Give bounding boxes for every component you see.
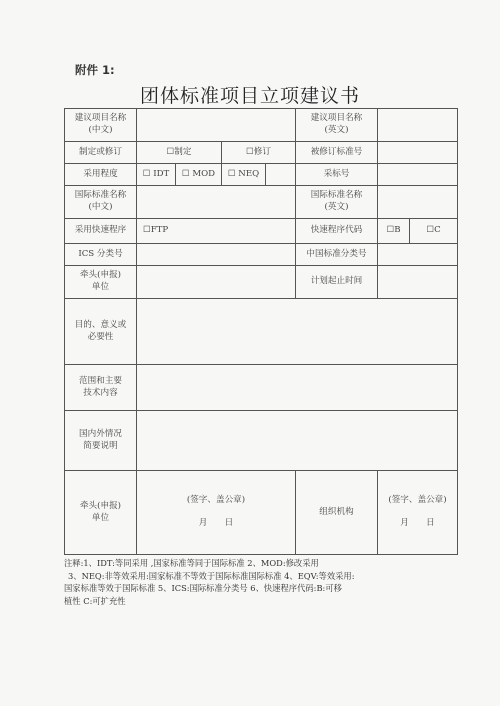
row-purpose xyxy=(65,299,458,365)
row-make-or-revise xyxy=(65,142,458,164)
label-situation: 国内外情况 简要说明 xyxy=(65,411,137,471)
checkbox-revise[interactable]: ☐修订 xyxy=(222,142,296,164)
note-line: 3、NEQ:非等效采用:国家标准不等效于国际标准国际标准 4、EQV:等效采用: xyxy=(68,570,355,581)
checkbox-idt[interactable]: ☐ IDT xyxy=(137,164,176,186)
row-lead-unit xyxy=(65,266,458,299)
checkbox-b[interactable]: ☐B xyxy=(378,219,410,244)
label-fast-track-code: 快速程序代码 xyxy=(296,219,378,244)
label-adopt-degree: 采用程度 xyxy=(65,164,137,186)
label-cn-class-no: 中国标准分类号 xyxy=(296,244,378,266)
label-revised-std-no: 被修订标准号 xyxy=(296,142,378,164)
field-ics-no[interactable] xyxy=(137,244,296,266)
label-ics-no: ICS 分类号 xyxy=(65,244,137,266)
label-proj-name-cn: 建议项目名称 (中文) xyxy=(65,109,137,142)
label-lead-unit: 牵头(申报) 单位 xyxy=(65,266,137,299)
note-line: 植性 C:可扩充性 xyxy=(64,595,126,606)
field-lead-unit[interactable] xyxy=(137,266,296,299)
row-situation xyxy=(65,411,458,471)
signature-org[interactable]: (签字、盖公章) 月 日 xyxy=(378,471,458,555)
label-fast-track: 采用快速程序 xyxy=(65,219,137,244)
row-classification xyxy=(65,244,458,266)
note-line: 国家标准等效于国际标准 5、ICS:国际标准分类号 6、快速程序代码:B:可移 xyxy=(64,583,342,593)
label-make-or-revise: 制定或修订 xyxy=(65,142,137,164)
checkbox-c[interactable]: ☐C xyxy=(410,219,458,244)
row-signatures xyxy=(65,471,458,555)
field-revised-std-no[interactable] xyxy=(378,142,458,164)
field-situation[interactable] xyxy=(137,411,458,471)
attachment-label: 附件 1: xyxy=(75,63,115,77)
row-adopt-degree xyxy=(65,164,458,186)
label-intl-name-cn: 国际标准名称 (中文) xyxy=(65,186,137,219)
label-purpose: 目的、意义或 必要性 xyxy=(65,299,137,365)
field-proj-name-cn[interactable] xyxy=(137,109,296,142)
field-scope[interactable] xyxy=(137,365,458,411)
field-intl-name-cn[interactable] xyxy=(137,186,296,219)
row-scope xyxy=(65,365,458,411)
document-title: 团体标准项目立项建议书 xyxy=(139,85,360,107)
proposal-form-table xyxy=(64,108,458,555)
label-plan-period: 计划起止时间 xyxy=(296,266,378,299)
row-project-name xyxy=(65,109,458,142)
checkbox-ftp[interactable]: ☐FTP xyxy=(137,219,296,244)
checkbox-mod[interactable]: ☐ MOD xyxy=(176,164,222,186)
label-scope: 范围和主要 技术内容 xyxy=(65,365,137,411)
field-purpose[interactable] xyxy=(137,299,458,365)
label-proj-name-en: 建议项目名称 (英文) xyxy=(296,109,378,142)
label-org: 组织机构 xyxy=(296,471,378,555)
checkbox-make[interactable]: ☐制定 xyxy=(137,142,222,164)
signature-lead-unit[interactable]: (签字、盖公章) 月 日 xyxy=(137,471,296,555)
field-intl-name-en[interactable] xyxy=(378,186,458,219)
note-line: 注释:1、IDT:等同采用 ,国家标准等同于国际标准 2、MOD:修改采用 xyxy=(64,558,319,568)
notes xyxy=(64,557,464,607)
checkbox-neq[interactable]: ☐ NEQ xyxy=(222,164,266,186)
label-intl-name-en: 国际标准名称 (英文) xyxy=(296,186,378,219)
label-lead-unit-2: 牵头(申报) 单位 xyxy=(65,471,137,555)
field-proj-name-en[interactable] xyxy=(378,109,458,142)
field-cn-class-no[interactable] xyxy=(378,244,458,266)
field-adopt-extra[interactable] xyxy=(266,164,296,186)
field-plan-period[interactable] xyxy=(378,266,458,299)
field-adopt-std-no[interactable] xyxy=(378,164,458,186)
row-fast-track xyxy=(65,219,458,244)
row-intl-name xyxy=(65,186,458,219)
label-adopt-std-no: 采标号 xyxy=(296,164,378,186)
